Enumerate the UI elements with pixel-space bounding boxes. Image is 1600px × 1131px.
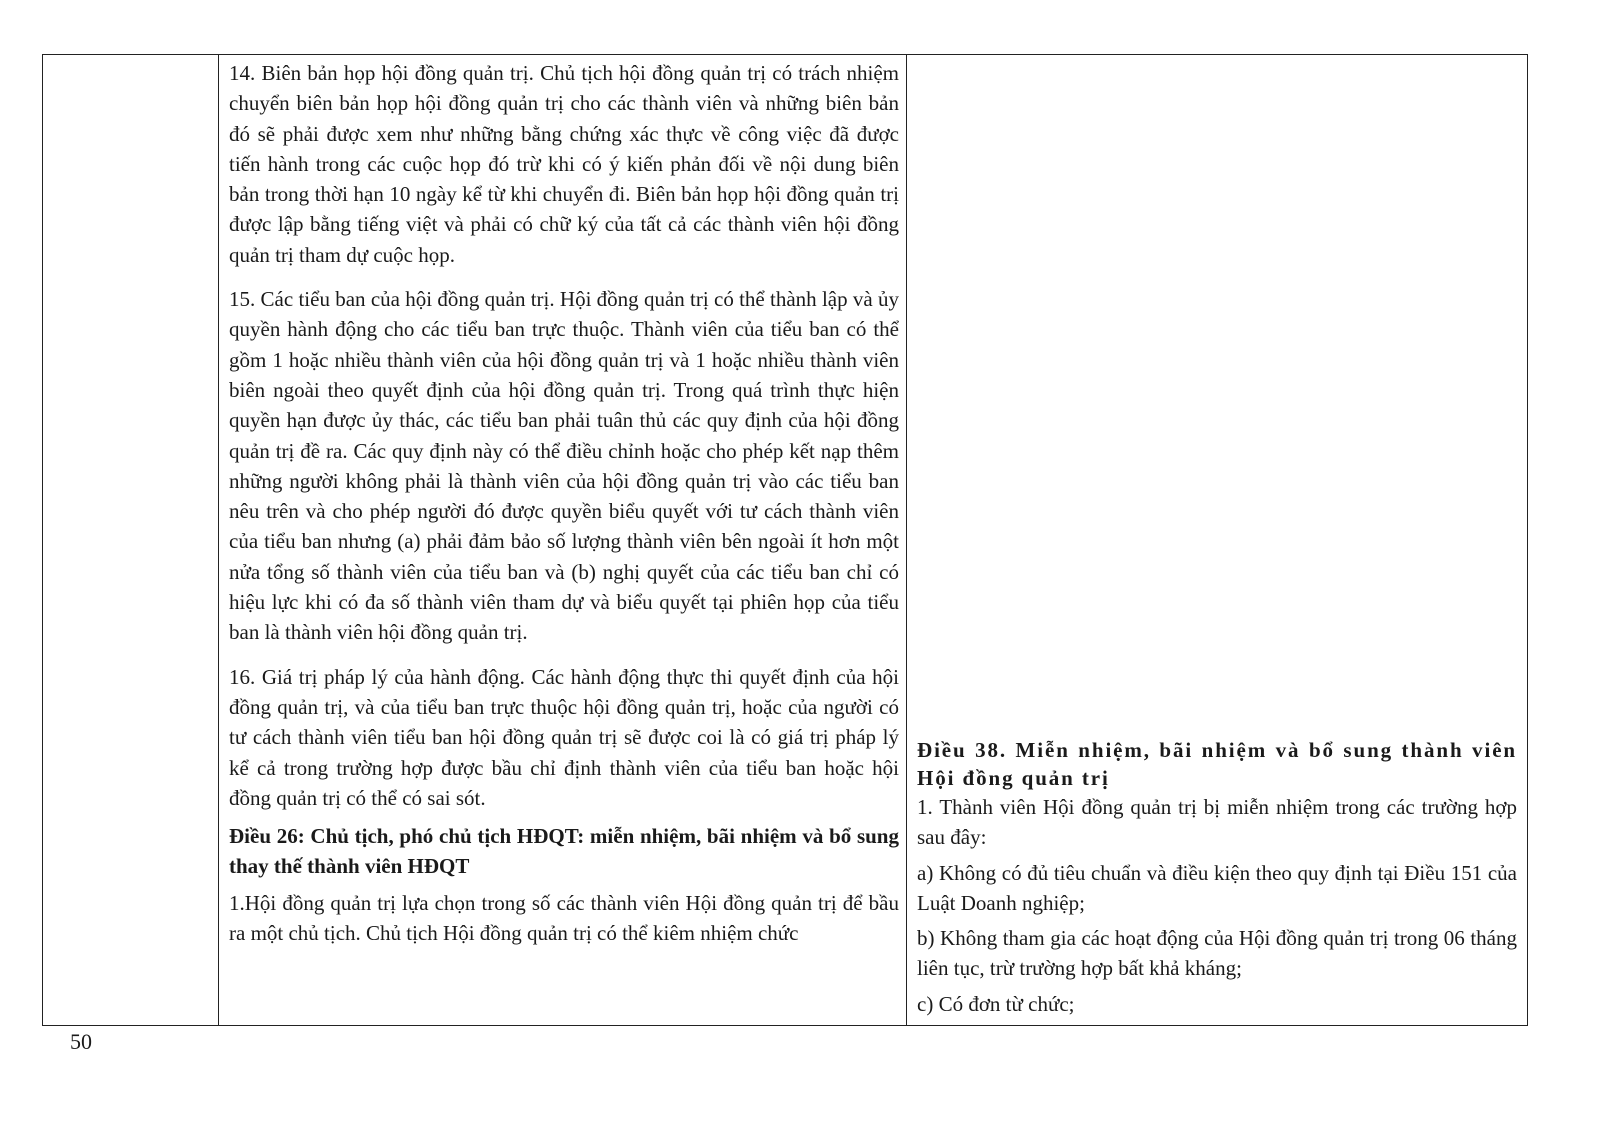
article-38-item-b: b) Không tham gia các hoạt động của Hội đồng quản trị trong 06 tháng liên tục, trừ trường hợp bất khả kháng; (917, 926, 1517, 981)
item-15-subcommittees: 15. Các tiểu ban của hội đồng quản trị. Hội đồng quản trị có thể thành lập và ủy quyền hành động cho các tiểu ban trực thuộc. Thành viên của tiểu ban có thể gồm 1 hoặc nhiều thành viên của hội đồng quản trị và 1 hoặc nhiều thành viên biên ngoài theo quyết định của hội đồng quản trị. Trong quá trình thực hiện quyền hạn được ủy thác, các tiểu ban phải tuân thủ các quy định của hội đồng quản trị đề ra. Các quy định này có thể điều chỉnh hoặc cho phép kết nạp thêm những người không phải là thành viên của hội đồng quản trị vào các tiểu ban nêu trên và cho phép người đó được quyền biểu quyết với tư cách thành viên của tiểu ban nhưng (a) phải đảm bảo số lượng thành viên bên ngoài ít hơn một nửa tổng số thành viên của tiểu ban và (b) nghị quyết của các tiểu ban chỉ có hiệu lực khi có đa số thành viên tham dự và biểu quyết tại phiên họp của tiểu ban là thành viên hội đồng quản trị. (229, 287, 899, 645)
article-38-heading: Điều 38. Miễn nhiệm, bãi nhiệm và bổ sung thành viên Hội đồng quản trị (917, 738, 1517, 790)
item-14-meeting-minutes: 14. Biên bản họp hội đồng quản trị. Chủ tịch hội đồng quản trị có trách nhiệm chuyển biên bản họp hội đồng quản trị cho các thành viên và những biên bản đó sẽ phải được xem như những bằng chứng xác thực về công việc đã được tiến hành trong các cuộc họp đó trừ khi có ý kiến phản đối về nội dung biên bản trong thời hạn 10 ngày kể từ khi chuyển đi. Biên bản họp hội đồng quản trị được lập bằng tiếng việt và phải có chữ ký của tất cả các thành viên hội đồng quản trị tham dự cuộc họp. (229, 61, 899, 267)
item-16-legal-validity: 16. Giá trị pháp lý của hành động. Các hành động thực thi quyết định của hội đồng quản trị, và của tiểu ban trực thuộc hội đồng quản trị, hoặc của người có tư cách thành viên tiểu ban hội đồng quản trị sẽ được coi là có giá trị pháp lý kể cả trong trường hợp được bầu chỉ định thành viên của tiểu ban hoặc hội đồng quản trị có thể có sai sót. (229, 664, 899, 810)
article-38-item-c: c) Có đơn từ chức; (917, 991, 1075, 1016)
amended-charter-column (917, 736, 1517, 1019)
column-divider-right (906, 55, 907, 1025)
comparison-table (42, 54, 1528, 1026)
article-26-heading: Điều 26: Chủ tịch, phó chủ tịch HĐQT: miễn nhiệm, bãi nhiệm và bổ sung thay thế thành viên HĐQT (229, 824, 899, 879)
article-38-item-1: 1. Thành viên Hội đồng quản trị bị miễn nhiệm trong các trường hợp sau đây: (917, 795, 1517, 850)
article-38-item-a: a) Không có đủ tiêu chuẩn và điều kiện theo quy định tại Điều 151 của Luật Doanh nghiệp; (917, 860, 1517, 915)
page-number: 50 (70, 1029, 92, 1054)
article-26-item-1: 1.Hội đồng quản trị lựa chọn trong số các thành viên Hội đồng quản trị để bầu ra một chủ tịch. Chủ tịch Hội đồng quản trị có thể kiêm nhiệm chức (229, 890, 899, 946)
column-divider-left (218, 55, 219, 1025)
current-charter-column (229, 55, 899, 948)
